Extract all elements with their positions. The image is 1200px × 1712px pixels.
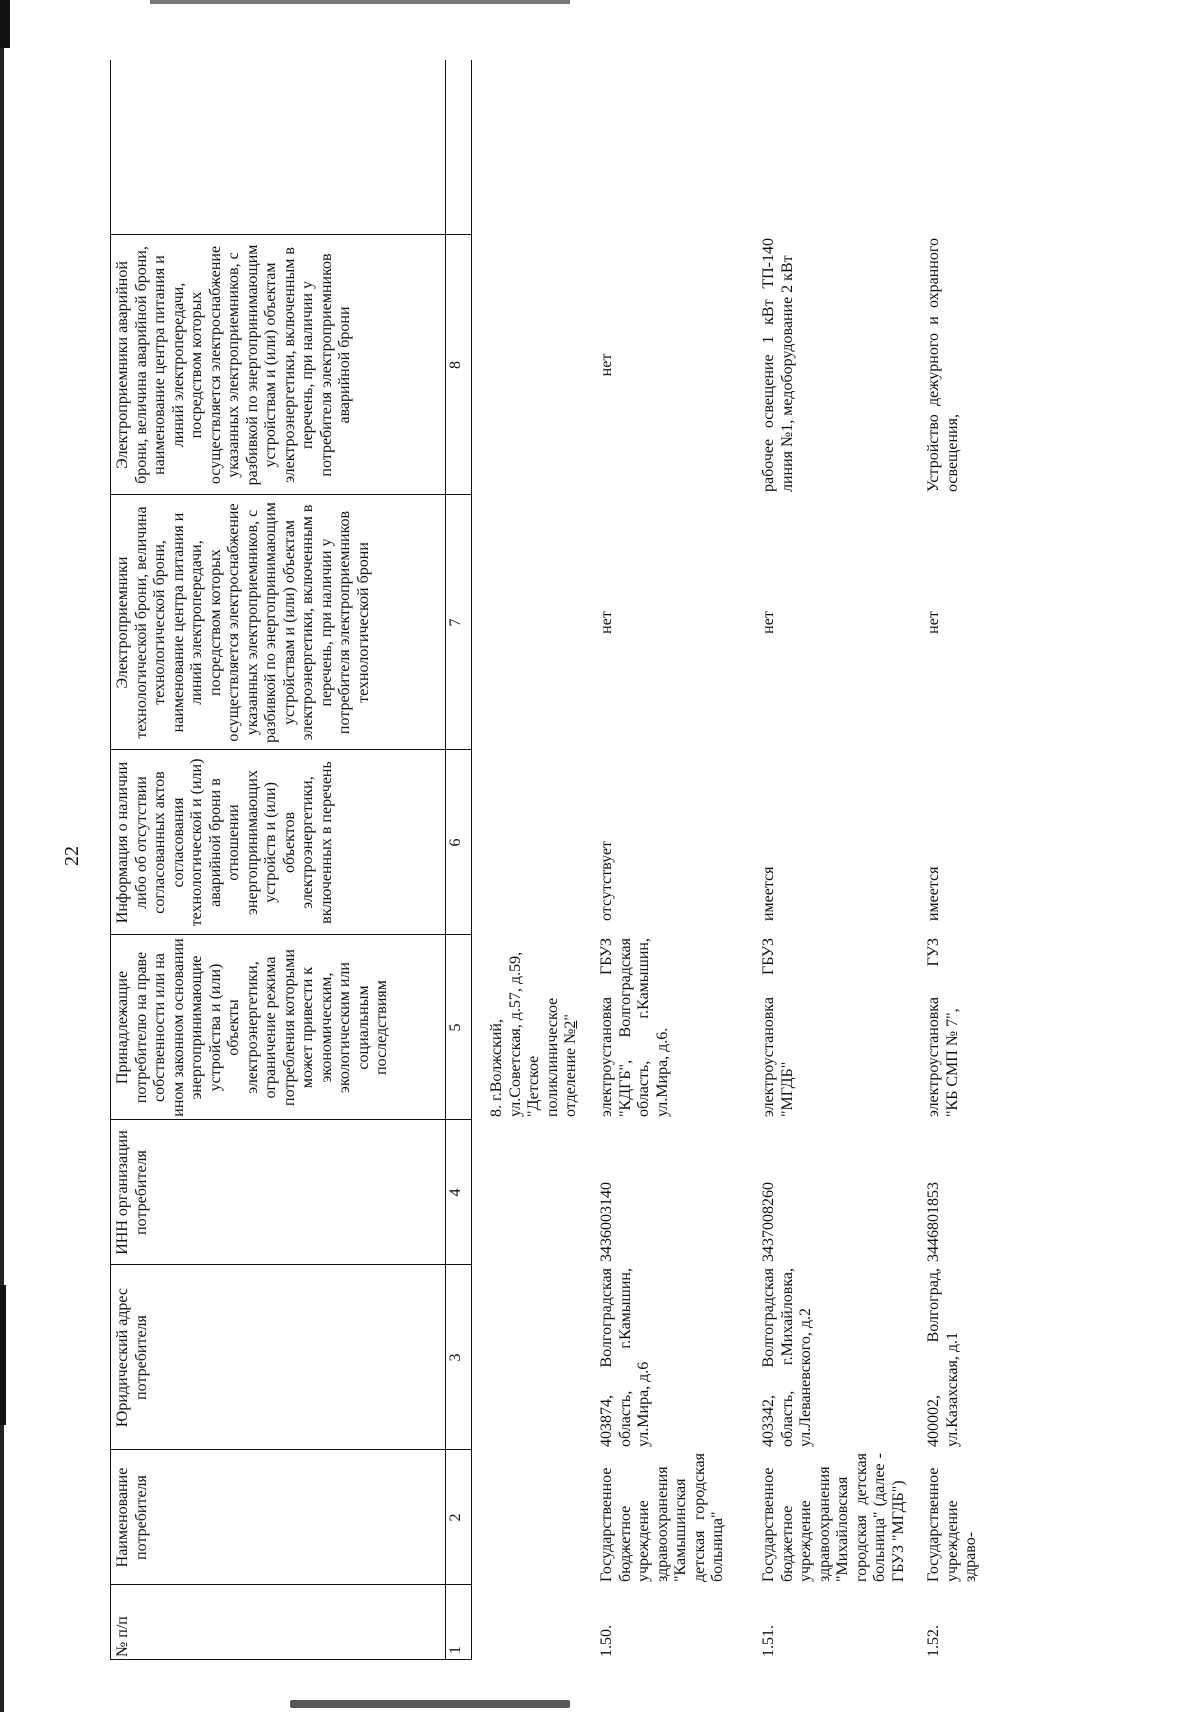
column-divider xyxy=(110,1449,472,1450)
devices-value: электроустановка ГБУЗ "МГДБ" xyxy=(760,938,796,1117)
column-number: 3 xyxy=(447,1353,464,1362)
header-consumer-name: Наименование потребителя xyxy=(114,1467,150,1568)
column-divider xyxy=(110,1264,472,1265)
row-number: 1.50. xyxy=(598,1625,615,1657)
scan-edge xyxy=(0,0,4,1712)
row-number: 1.51. xyxy=(760,1625,777,1657)
table-border xyxy=(471,60,472,1660)
continuation-text-value: 8. г.Волжский, ул.Советская, д.57, д.59, "Детское поликлиническое отделение №2" xyxy=(488,951,579,1117)
tech-reserve-value: нет xyxy=(598,611,615,634)
tech-reserve-value: нет xyxy=(925,611,942,634)
column-number: 2 xyxy=(447,1513,464,1522)
acts-value: имеется xyxy=(925,866,942,921)
inn-value: 3436003140 xyxy=(598,1182,615,1262)
inn-value: 3437008260 xyxy=(760,1182,777,1262)
page-number: 22 xyxy=(61,846,83,866)
consumer-name: Государственное бюджетное учреждение здравоохранения "Камышинская детская городская больница" xyxy=(598,1453,726,1582)
header-legal-address: Юридический адрес потребителя xyxy=(114,1287,150,1428)
column-number: 6 xyxy=(447,838,464,847)
scan-artifact xyxy=(290,1700,570,1708)
consumer-name: Государственное учреждение здраво- xyxy=(925,1467,979,1582)
acts-value: имеется xyxy=(760,866,777,921)
header-tech-reserve: Электроприемники технологической брони, величина технологической брони, наименование центра питания и линий электропередачи, посредством которых осуществляется электроснабжение указанных электроприемников, с разбивкой по энергопринимающим устройствам и (или) объектам электроэнергетики, включенным в перечень, при наличии у потребителя электроприемников технологической брони xyxy=(114,502,372,743)
legal-address: 403342, Волгоградская область, г.Михайловка, ул.Леваневского, д.2 xyxy=(760,1268,814,1447)
devices-value: электроустановка ГБУЗ "КДГБ", Волгоградская область, г.Камышин, ул.Мира, д.6. xyxy=(598,938,671,1117)
table-border xyxy=(445,60,446,1660)
header-acts: Информация о наличии либо об отсутствии согласованных актов согласования технологической и (или) аварийной брони в отношении энергопринимающих устройств и (или) объектов электроэнергетики, включенных в перечень xyxy=(114,758,335,927)
continuation-text xyxy=(488,935,581,1120)
emergency-reserve-value: Устройство дежурного и охранного освещения, xyxy=(925,238,961,492)
scan-artifact xyxy=(150,0,570,4)
tech-reserve-value: нет xyxy=(760,611,777,634)
column-divider xyxy=(110,1659,472,1660)
header-devices: Принадлежащие потребителю на праве собственности или на ином законном основании энергопринимающие устройства и (или) объекты электроэнергетики, ограничение режима потребления которыми может привести к экономическим, экологическим или социальным последствиям xyxy=(114,938,390,1117)
header-number: № п/п xyxy=(114,1616,131,1657)
column-number: 8 xyxy=(447,361,464,369)
emergency-reserve-value: рабочее освещение 1 кВт ТП-140 линия №1, медоборудование 2 кВт xyxy=(760,238,796,492)
scan-artifact xyxy=(0,1285,6,1425)
row-number: 1.52. xyxy=(925,1625,942,1657)
legal-address: 400002, Волгоград, ул.Казахская, д.1 xyxy=(925,1268,961,1447)
legal-address: 403874, Волгоградская область, г.Камышин, ул.Мира, д.6 xyxy=(598,1268,652,1447)
table-border xyxy=(110,60,111,1660)
consumer-name: Государственное бюджетное учреждение здравоохранения "Михайловская городская детская больница" (далее - ГБУЗ "МГДБ") xyxy=(760,1453,907,1582)
devices-value: электроустановка ГУЗ "КБ СМП № 7", xyxy=(925,938,961,1117)
column-number: 7 xyxy=(447,618,464,627)
header-emergency-reserve: Электроприемники аварийной брони, величина аварийной брони, наименование центра питания и линий электропередачи, посредством которых осуществляется электроснабжение указанных электроприемников, с разбивкой по энергопринимающим устройствам и (или) объектам электроэнергетики, включенным в перечень, при наличии у потребителя электроприемников аварийной брони xyxy=(114,244,353,486)
inn-value: 3446801853 xyxy=(925,1182,942,1262)
document-table xyxy=(110,60,1170,1660)
column-number: 1 xyxy=(447,1646,464,1654)
column-number: 4 xyxy=(447,1188,464,1197)
column-divider xyxy=(110,1584,472,1585)
column-number: 5 xyxy=(447,1023,464,1032)
continuation-underlined-digit: 2 xyxy=(562,1020,579,1029)
scan-artifact xyxy=(0,0,10,48)
acts-value: отсутствует xyxy=(598,840,615,921)
header-inn: ИНН организации потребителя xyxy=(114,1130,150,1255)
emergency-reserve-value: нет xyxy=(598,353,615,377)
